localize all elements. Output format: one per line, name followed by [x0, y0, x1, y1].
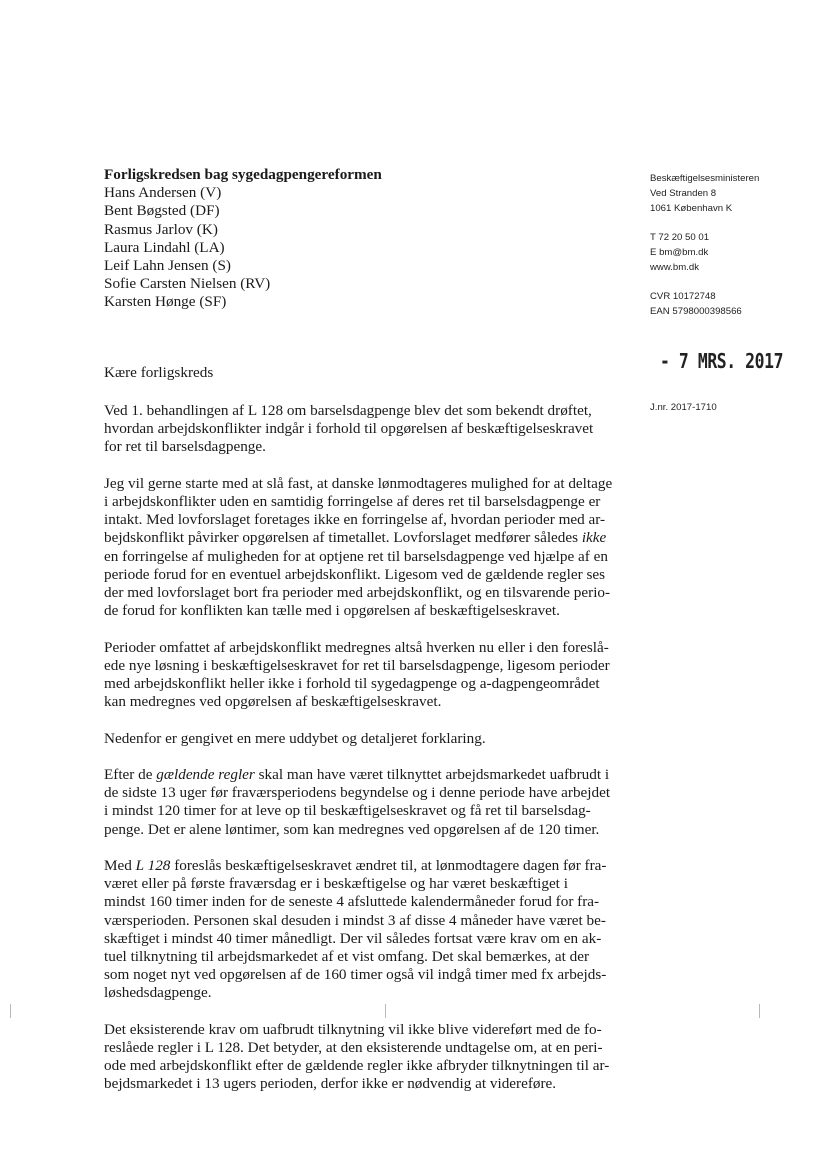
emphasis: gældende regler	[156, 766, 255, 783]
text-segment: Med	[104, 857, 132, 874]
text-line: periode forud for en eventuel arbejdskonflikt. Ligesom ved de gældende regler ses	[104, 565, 606, 583]
paragraph	[104, 402, 614, 457]
text-line: Det eksisterende krav om uafbrudt tilknytning vil ikke blive videreført med de fo-	[104, 1020, 602, 1038]
recipient-name: Sofie Carsten Nielsen (RV)	[104, 275, 271, 293]
journal-number: J.nr. 2017-1710	[650, 402, 717, 413]
recipient-name: Karsten Hønge (SF)	[104, 293, 227, 311]
recipient-name: Rasmus Jarlov (K)	[104, 220, 218, 238]
text-segment: skal man have været tilknyttet arbejdsmarkedet uafbrudt i	[258, 766, 610, 783]
scan-mark	[10, 1004, 11, 1018]
salutation: Kære forligskreds	[104, 364, 214, 381]
text-line: hvordan arbejdskonflikter indgår i forhold til opgørelsen af beskæftigelseskravet	[104, 420, 594, 438]
text-line: som noget nyt ved opgørelsen af de 160 timer også vil indgå timer med fx arbejds-	[104, 966, 607, 984]
sender-email: E bm@bm.dk	[650, 247, 709, 258]
sender-web: www.bm.dk	[650, 262, 700, 273]
paragraph	[104, 475, 614, 621]
paragraph	[104, 639, 614, 712]
text-segment: foreslås beskæftigelseskravet ændret til, at lønmodtagere dagen før fra-	[174, 857, 607, 874]
text-line: i mindst 120 timer for at leve op til beskæftigelseskravet og få ret til barselsdag-	[104, 802, 591, 820]
text-line: mindst 160 timer inden for de seneste 4 afsluttede kalendermåneder forud for fra-	[104, 893, 600, 911]
text-line: der med lovforslaget bort fra perioder med arbejdskonflikt, og en tilsvarende perio-	[104, 584, 611, 602]
recipient-name: Leif Lahn Jensen (S)	[104, 257, 231, 275]
letter-body	[104, 402, 614, 1112]
text-line: bejdsmarkedet i 13 ugers perioden, derfor ikke er nødvendig at videreføre.	[104, 1075, 557, 1093]
recipient-name: Bent Bøgsted (DF)	[104, 202, 220, 220]
text-line: reslåede regler i L 128. Det betyder, at den eksisterende undtagelse om, at en peri-	[104, 1039, 603, 1057]
text-line: kan medregnes ved opgørelsen af beskæftigelseskravet.	[104, 693, 442, 711]
sender-name: Beskæftigelsesministeren	[650, 173, 760, 184]
text-line: været eller på første fraværsdag er i beskæftigelse og har været beskæftiget i	[104, 875, 568, 893]
text-line: intakt. Med lovforslaget foretages ikke en forringelse af, hvordan perioder med ar-	[104, 511, 606, 529]
sender-city: 1061 København K	[650, 203, 733, 214]
text-line: penge. Det er alene løntimer, som kan medregnes ved opgørelsen af de 120 timer.	[104, 820, 600, 838]
text-segment: Efter de	[104, 766, 153, 783]
text-line: for ret til barselsdagpenge.	[104, 438, 266, 456]
text-line: Perioder omfattet af arbejdskonflikt medregnes altså hverken nu eller i den foreslå-	[104, 638, 609, 656]
sender-block	[650, 171, 759, 319]
text-line: Jeg vil gerne starte med at slå fast, at danske lønmodtageres mulighed for at deltage	[104, 474, 613, 492]
sender-ean: EAN 5798000398566	[650, 306, 742, 317]
sender-street: Ved Stranden 8	[650, 188, 717, 199]
recipient-title: Forligskredsen bag sygedagpengereformen	[104, 166, 382, 183]
text-line	[104, 529, 614, 547]
text-line: de sidste 13 uger før fraværsperiodens begyndelse og i denne periode have arbejdet	[104, 784, 611, 802]
recipient-block	[104, 166, 382, 312]
paragraph	[104, 766, 614, 839]
text-line	[104, 766, 614, 784]
paragraph	[104, 730, 614, 748]
emphasis: ikke	[581, 529, 607, 547]
paragraph	[104, 1021, 614, 1094]
text-line: ode med arbejdskonflikt efter de gældende regler ikke afbryder tilknytningen til ar-	[104, 1057, 610, 1075]
text-line: de forud for konflikten kan tælle med i opgørelsen af beskæftigelseskravet.	[104, 602, 560, 620]
text-line: ede nye løsning i beskæftigelseskravet for ret til barselsdagpenge, ligesom perioder	[104, 656, 610, 674]
text-line: tuel tilknytning til arbejdsmarkedet af et vist omfang. Det skal bemærkes, at der	[104, 948, 590, 966]
scan-mark	[385, 1004, 386, 1018]
text-line: skæftiget i mindst 40 timer månedligt. Der vil således fortsat være krav om en ak-	[104, 929, 602, 947]
text-line: i arbejdskonflikter uden en samtidig forringelse af deres ret til barselsdagpenge er	[104, 493, 601, 510]
scan-mark	[759, 1004, 760, 1018]
sender-phone: T 72 20 50 01	[650, 232, 710, 243]
text-line: en forringelse af muligheden for at optjene ret til barselsdagpenge ved hjælpe af en	[104, 547, 608, 565]
text-line	[104, 857, 614, 875]
text-line: løshedsdagpenge.	[104, 984, 212, 1002]
text-line: værsperioden. Personen skal desuden i mindst 3 af disse 4 måneder have været be-	[104, 911, 606, 929]
text-line: Ved 1. behandlingen af L 128 om barselsdagpenge blev det som bekendt drøftet,	[104, 402, 592, 419]
recipient-name: Laura Lindahl (LA)	[104, 238, 225, 256]
recipient-name: Hans Andersen (V)	[104, 184, 222, 202]
text-line: med arbejdskonflikt heller ikke i forhold til sygedagpenge og a-dagpengeområdet	[104, 675, 600, 693]
text-line: Nedenfor er gengivet en mere uddybet og detaljeret forklaring.	[104, 729, 486, 747]
emphasis: L 128	[135, 857, 171, 874]
date-stamp: - 7 MRS. 2017	[660, 349, 784, 373]
text-segment: bejdskonflikt påvirker opgørelsen af timetallet. Lovforslaget medfører således	[104, 529, 579, 547]
sender-cvr: CVR 10172748	[650, 291, 716, 302]
paragraph	[104, 857, 614, 1003]
